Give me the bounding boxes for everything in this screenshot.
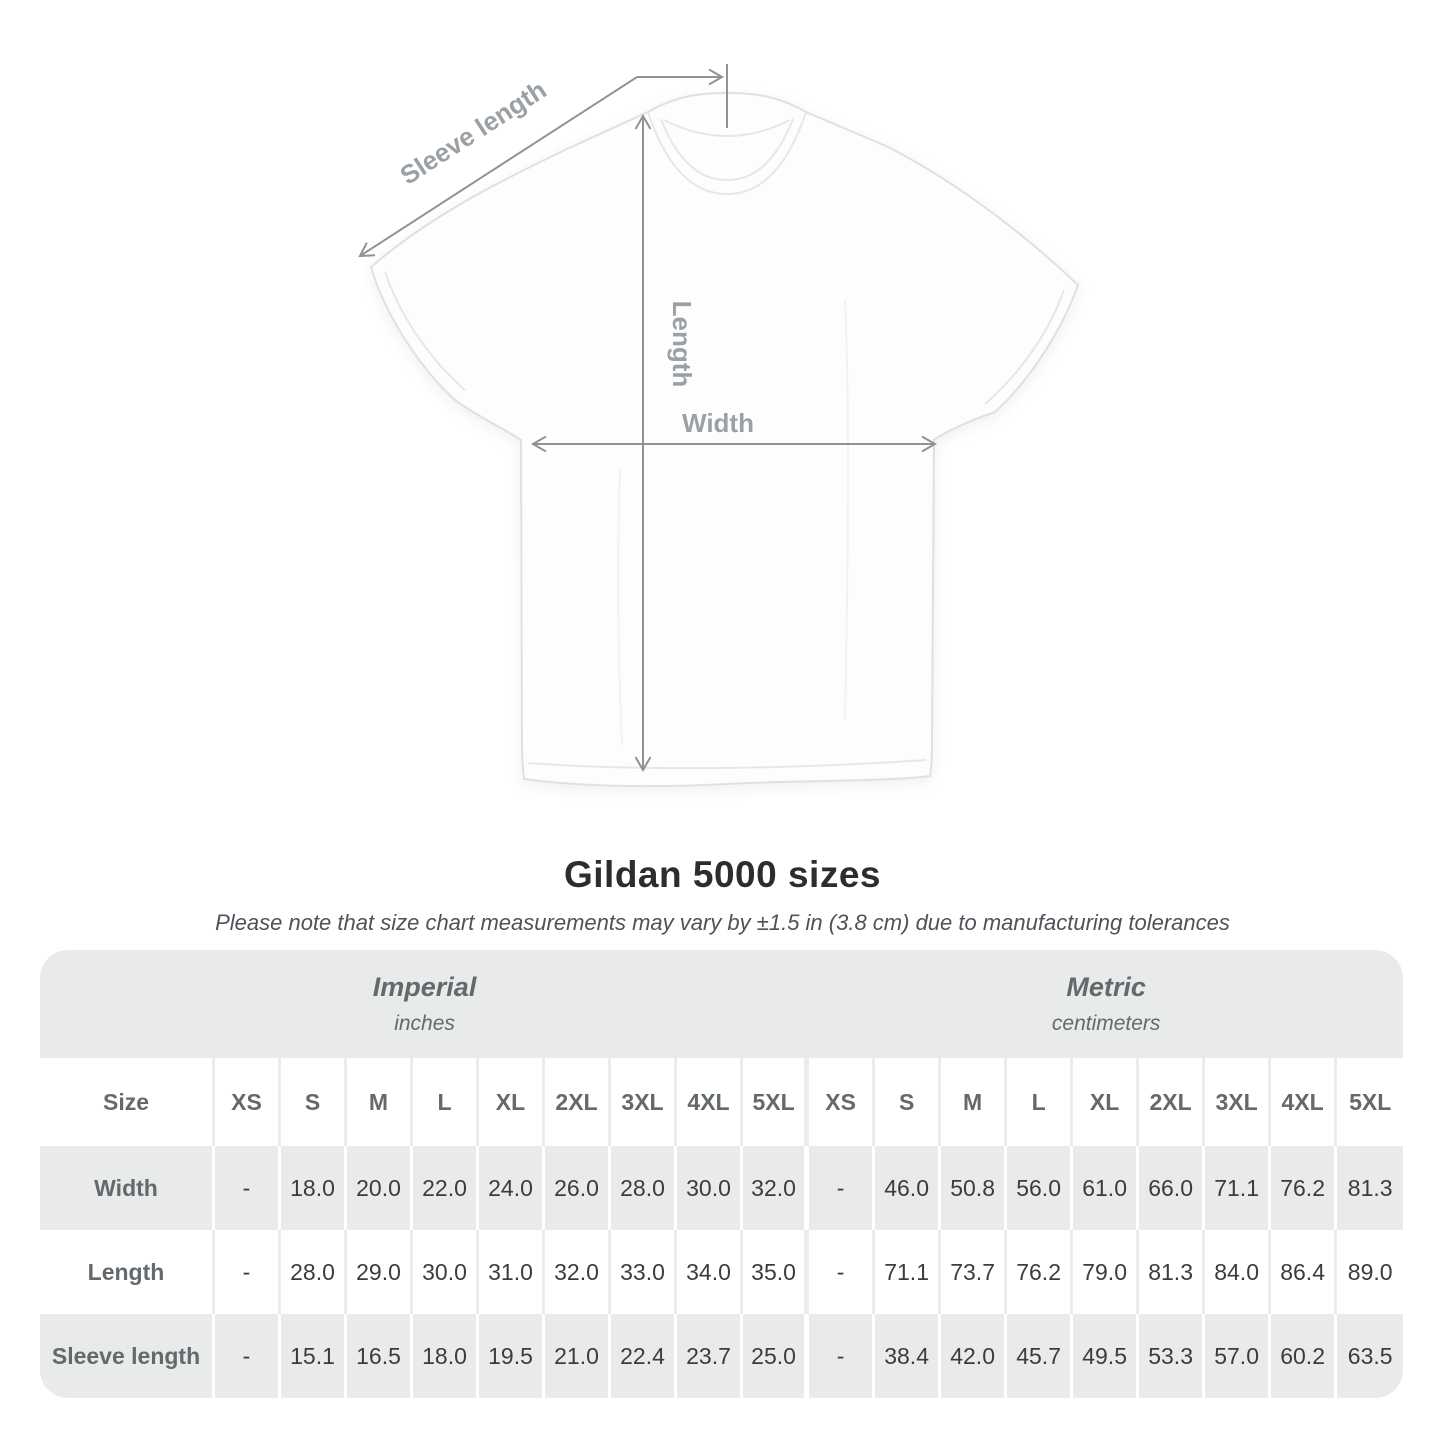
column-header-metric-m: M	[941, 1058, 1007, 1146]
table-row-width	[40, 1146, 1403, 1230]
tshirt-silhouette	[371, 93, 1078, 786]
column-header-metric-l: L	[1007, 1058, 1073, 1146]
table-row-sleeve-length	[40, 1314, 1403, 1398]
cell-imperial-2xl: 21.0	[545, 1314, 611, 1398]
cell-imperial-5xl: 35.0	[743, 1230, 809, 1314]
column-header-imperial-m: M	[347, 1058, 413, 1146]
column-header-imperial-l: L	[413, 1058, 479, 1146]
cell-imperial-s: 18.0	[281, 1146, 347, 1230]
cell-metric-l: 45.7	[1007, 1314, 1073, 1398]
column-header-metric-3xl: 3XL	[1205, 1058, 1271, 1146]
cell-metric-2xl: 66.0	[1139, 1146, 1205, 1230]
cell-imperial-xl: 31.0	[479, 1230, 545, 1314]
cell-metric-2xl: 81.3	[1139, 1230, 1205, 1314]
row-label: Length	[40, 1230, 215, 1314]
column-header-metric-4xl: 4XL	[1271, 1058, 1337, 1146]
cell-metric-5xl: 63.5	[1337, 1314, 1403, 1398]
cell-metric-3xl: 71.1	[1205, 1146, 1271, 1230]
cell-metric-xs: -	[809, 1146, 875, 1230]
cell-imperial-4xl: 30.0	[677, 1146, 743, 1230]
cell-metric-l: 56.0	[1007, 1146, 1073, 1230]
cell-imperial-5xl: 32.0	[743, 1146, 809, 1230]
length-label: Length	[667, 300, 697, 388]
row-label: Sleeve length	[40, 1314, 215, 1398]
column-header-metric-2xl: 2XL	[1139, 1058, 1205, 1146]
cell-imperial-s: 15.1	[281, 1314, 347, 1398]
imperial-unit-label: inches	[394, 1012, 455, 1035]
cell-metric-4xl: 76.2	[1271, 1146, 1337, 1230]
cell-metric-4xl: 86.4	[1271, 1230, 1337, 1314]
cell-imperial-xs: -	[215, 1146, 281, 1230]
metric-unit-label: centimeters	[1051, 1012, 1161, 1035]
page-title: Gildan 5000 sizes	[563, 854, 881, 895]
cell-metric-s: 38.4	[875, 1314, 941, 1398]
cell-imperial-m: 29.0	[347, 1230, 413, 1314]
cell-imperial-5xl: 25.0	[743, 1314, 809, 1398]
units-band-row	[40, 950, 1403, 1058]
cell-metric-s: 71.1	[875, 1230, 941, 1314]
size-columns-row	[40, 1058, 1403, 1146]
table-row-length	[40, 1230, 1403, 1314]
cell-metric-2xl: 53.3	[1139, 1314, 1205, 1398]
column-header-metric-xl: XL	[1073, 1058, 1139, 1146]
cell-metric-m: 50.8	[941, 1146, 1007, 1230]
cell-metric-s: 46.0	[875, 1146, 941, 1230]
column-header-imperial-4xl: 4XL	[677, 1058, 743, 1146]
cell-imperial-4xl: 34.0	[677, 1230, 743, 1314]
cell-imperial-3xl: 22.4	[611, 1314, 677, 1398]
cell-metric-5xl: 81.3	[1337, 1146, 1403, 1230]
cell-imperial-l: 22.0	[413, 1146, 479, 1230]
cell-metric-xl: 61.0	[1073, 1146, 1139, 1230]
column-header-imperial-s: S	[281, 1058, 347, 1146]
width-label: Width	[682, 408, 754, 438]
cell-imperial-l: 18.0	[413, 1314, 479, 1398]
cell-imperial-s: 28.0	[281, 1230, 347, 1314]
column-header-metric-xs: XS	[809, 1058, 875, 1146]
imperial-label: Imperial	[372, 972, 477, 1002]
column-header-imperial-3xl: 3XL	[611, 1058, 677, 1146]
table-body	[40, 1146, 1403, 1398]
column-header-imperial-xs: XS	[215, 1058, 281, 1146]
cell-imperial-xs: -	[215, 1314, 281, 1398]
cell-imperial-l: 30.0	[413, 1230, 479, 1314]
cell-imperial-xl: 24.0	[479, 1146, 545, 1230]
cell-metric-m: 73.7	[941, 1230, 1007, 1314]
cell-metric-xl: 49.5	[1073, 1314, 1139, 1398]
cell-metric-xs: -	[809, 1230, 875, 1314]
cell-imperial-2xl: 26.0	[545, 1146, 611, 1230]
cell-metric-m: 42.0	[941, 1314, 1007, 1398]
cell-imperial-m: 16.5	[347, 1314, 413, 1398]
cell-imperial-2xl: 32.0	[545, 1230, 611, 1314]
size-chart-table	[40, 950, 1403, 1398]
metric-label: Metric	[1066, 972, 1146, 1002]
cell-metric-4xl: 60.2	[1271, 1314, 1337, 1398]
cell-imperial-3xl: 28.0	[611, 1146, 677, 1230]
cell-imperial-xs: -	[215, 1230, 281, 1314]
column-header-metric-s: S	[875, 1058, 941, 1146]
cell-imperial-4xl: 23.7	[677, 1314, 743, 1398]
size-column-header: Size	[40, 1058, 215, 1146]
row-label: Width	[40, 1146, 215, 1230]
cell-imperial-m: 20.0	[347, 1146, 413, 1230]
cell-metric-5xl: 89.0	[1337, 1230, 1403, 1314]
tolerance-note: Please note that size chart measurements may vary by ±1.5 in (3.8 cm) due to manufacturing tolerances	[215, 910, 1230, 935]
cell-metric-l: 76.2	[1007, 1230, 1073, 1314]
column-header-imperial-5xl: 5XL	[743, 1058, 809, 1146]
cell-metric-3xl: 84.0	[1205, 1230, 1271, 1314]
cell-metric-xs: -	[809, 1314, 875, 1398]
sleeve-length-label: Sleeve length	[394, 74, 552, 191]
cell-imperial-xl: 19.5	[479, 1314, 545, 1398]
column-header-imperial-2xl: 2XL	[545, 1058, 611, 1146]
cell-metric-3xl: 57.0	[1205, 1314, 1271, 1398]
cell-metric-xl: 79.0	[1073, 1230, 1139, 1314]
cell-imperial-3xl: 33.0	[611, 1230, 677, 1314]
column-header-imperial-xl: XL	[479, 1058, 545, 1146]
imperial-section-header	[40, 950, 809, 1058]
column-header-metric-5xl: 5XL	[1337, 1058, 1403, 1146]
metric-section-header	[809, 950, 1403, 1058]
